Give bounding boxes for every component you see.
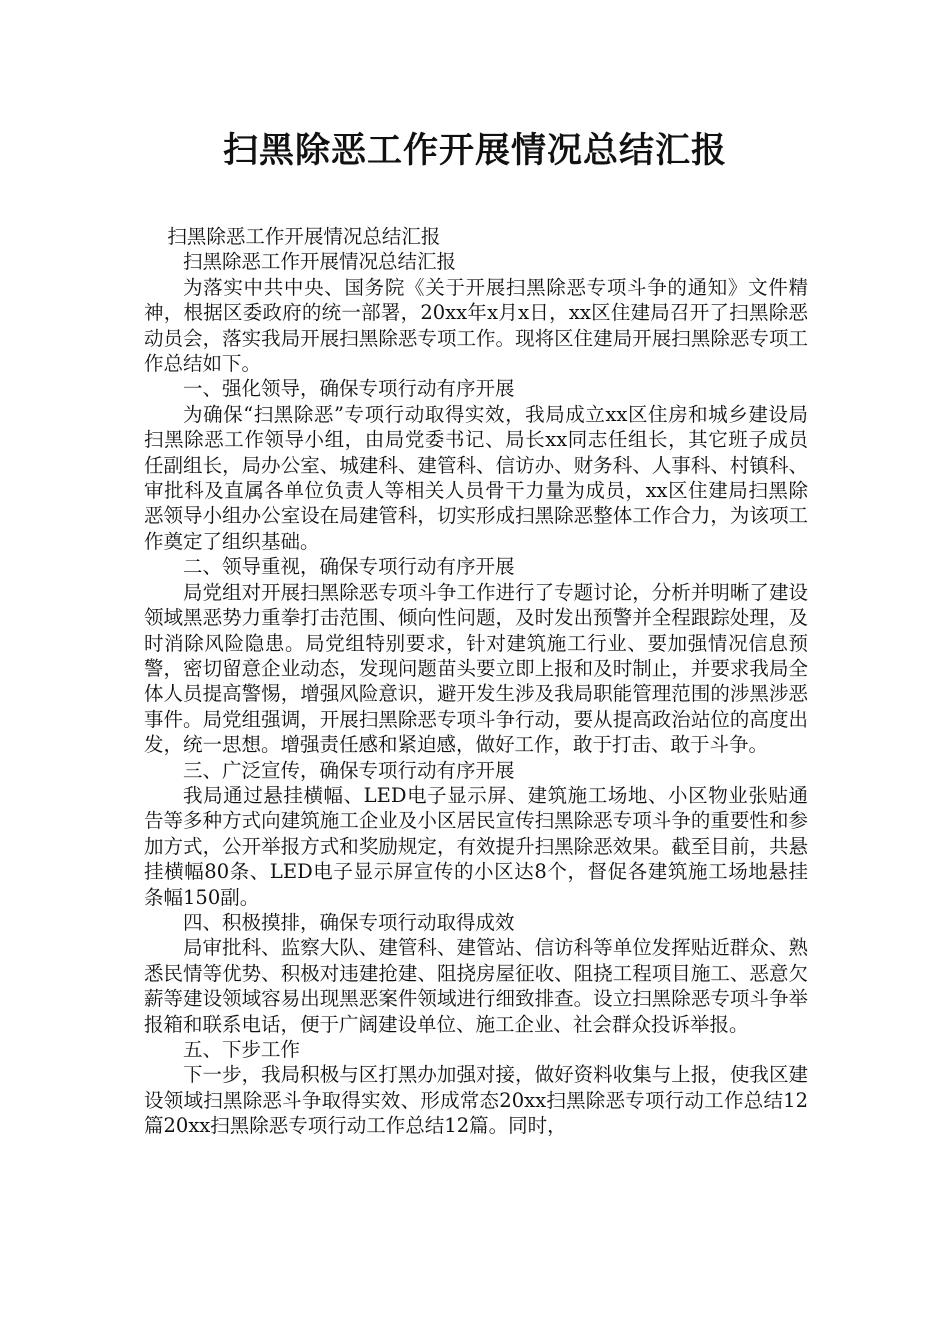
body-paragraph: 局审批科、监察大队、建管科、建管站、信访科等单位发挥贴近群众、熟悉民情等优势、积极对违建抢建、阻挠房屋征收、阻挠工程项目施工、恶意欠薪等建设领域容易出现黑恶案件领域进行细致排查。设立扫黑除恶专项斗争举报箱和联系电话，便于广阔建设单位、施工企业、社会群众投诉举报。	[144, 936, 808, 1036]
body-paragraph: 我局通过悬挂横幅、LED电子显示屏、建筑施工场地、小区物业张贴通告等多种方式向建筑施工企业及小区居民宣传扫黑除恶专项斗争的重要性和参加方式，公开举报方式和奖励规定，有效提升扫黑除恶效果。截至目前，共悬挂横幅80条、LED电子显示屏宣传的小区达8个，督促各建筑施工场地悬挂条幅150副。	[144, 783, 808, 909]
document-title: 扫黑除恶工作开展情况总结汇报	[222, 131, 727, 171]
body-paragraph: 扫黑除恶工作开展情况总结汇报	[183, 250, 457, 274]
section-heading: 三、广泛宣传，确保专项行动有序开展	[183, 758, 515, 782]
section-heading: 五、下步工作	[183, 1038, 301, 1061]
body-paragraph: 为落实中共中央、国务院《关于开展扫黑除恶专项斗争的通知》文件精神，根据区委政府的统一部署，20xx年x月x日，xx区住建局召开了扫黑除恶动员会，落实我局开展扫黑除恶专项工作。现将区住建局开展扫黑除恶专项工作总结如下。	[144, 275, 808, 376]
body-paragraph: 局党组对开展扫黑除恶专项斗争工作进行了专题讨论，分析并明晰了建设领域黑恶势力重拳打击范围、倾向性问题，及时发出预警并全程跟踪处理，及时消除风险隐患。局党组特别要求，针对建筑施工行业、要加强情况信息预警，密切留意企业动态，发现问题苗头要立即上报和及时制止，并要求我局全体人员提高警惕，增强风险意识，避开发生涉及我局职能管理范围的涉黑涉恶事件。局党组强调，开展扫黑除恶专项斗争行动，要从提高政治站位的高度出发，统一思想。增强责任感和紧迫感，做好工作，敢于打击、敢于斗争。	[144, 580, 808, 757]
section-heading: 一、强化领导，确保专项行动有序开展	[183, 377, 515, 401]
body-paragraph: 下一步，我局积极与区打黑办加强对接，做好资料收集与上报，使我区建设领域扫黑除恶斗争取得实效、形成常态20xx扫黑除恶专项行动工作总结12篇20xx扫黑除恶专项行动工作总结12篇。同时，	[144, 1063, 808, 1138]
body-paragraph: 扫黑除恶工作开展情况总结汇报	[167, 225, 441, 248]
body-paragraph: 为确保“扫黑除恶”专项行动取得实效，我局成立xx区住房和城乡建设局扫黑除恶工作领导小组，由局党委书记、局长xx同志任组长，其它班子成员任副组长，局办公室、城建科、建管科、信访办、财务科、人事科、村镇科、审批科及直属各单位负责人等相关人员骨干力量为成员，xx区住建局扫黑除恶领导小组办公室设在局建管科，切实形成扫黑除恶整体工作合力，为该项工作奠定了组织基础。	[144, 402, 808, 553]
section-heading: 四、积极摸排，确保专项行动取得成效	[183, 910, 515, 934]
section-heading: 二、领导重视，确保专项行动有序开展	[183, 555, 515, 579]
document-body	[144, 224, 808, 1139]
